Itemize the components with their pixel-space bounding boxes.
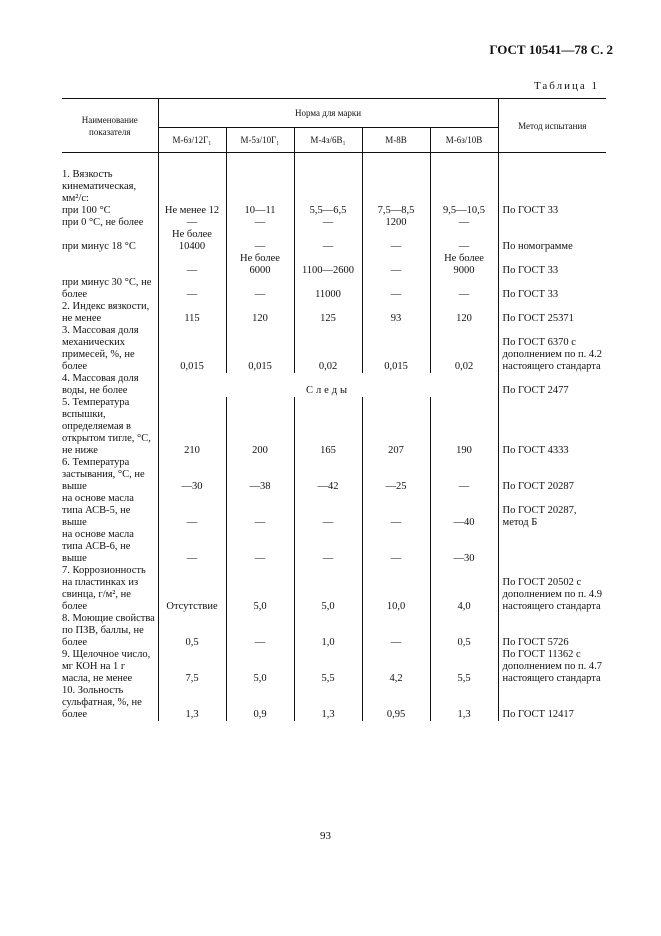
value-cell: 5,5 [430, 649, 498, 685]
method-cell [498, 529, 606, 565]
method-cell: По ГОСТ 12417 [498, 685, 606, 721]
value-cell: 200 [226, 397, 294, 457]
table-body [62, 153, 606, 722]
row-label: при минус 18 °С [62, 241, 136, 252]
value-cell: Отсутствие [158, 565, 226, 613]
value-cell: 120 [430, 301, 498, 325]
page-number: 93 [320, 830, 331, 842]
method-cell: По ГОСТ 2477 [498, 373, 606, 397]
table-row [62, 253, 606, 277]
method-cell: По ГОСТ 11362 с дополнением по п. 4.7 настоящего стандарта [498, 649, 606, 685]
value-cell: — [362, 277, 430, 301]
value-cell [158, 169, 226, 205]
value-cell: 120 [226, 301, 294, 325]
value-cell [294, 169, 362, 205]
value-cell: 10,0 [362, 565, 430, 613]
row-label: на основе масла типа АСВ-5, не выше [62, 493, 134, 528]
value-cell: 1,3 [430, 685, 498, 721]
value-cell: 7,5 [158, 649, 226, 685]
value-cell: — [294, 493, 362, 529]
row-label: 10. Зольность сульфатная, %, не более [62, 685, 142, 720]
value-cell: — [294, 217, 362, 229]
value-cell [430, 169, 498, 205]
method-cell [498, 217, 606, 229]
value-cell: 4,2 [362, 649, 430, 685]
table-caption: Таблица 1 [533, 80, 599, 92]
document-header: ГОСТ 10541—78 С. 2 [489, 42, 613, 57]
value-cell: Не более 10400 [158, 229, 226, 253]
value-cell: 125 [294, 301, 362, 325]
method-cell: По ГОСТ 20287 [498, 457, 606, 493]
table-row [62, 229, 606, 253]
value-cell: 5,0 [226, 649, 294, 685]
table-row [62, 301, 606, 325]
column-header-grade: М-6з/10В [430, 128, 498, 153]
value-cell: 10—11 [226, 205, 294, 217]
value-cell: 207 [362, 397, 430, 457]
row-label: 6. Температура застывания, °С, не выше [62, 457, 145, 492]
value-cell: 1200 [362, 217, 430, 229]
value-cell: — [158, 277, 226, 301]
value-cell: — [362, 529, 430, 565]
specification-table [62, 98, 606, 721]
value-cell [362, 169, 430, 205]
table-row [62, 565, 606, 613]
value-cell: 0,015 [158, 325, 226, 373]
value-cell: — [226, 229, 294, 253]
row-label: 5. Температура вспышки, определяемая в открытом тигле, °С, не ниже [62, 397, 151, 456]
value-cell: 1100—2600 [294, 253, 362, 277]
value-cell: 0,02 [430, 325, 498, 373]
row-label: на основе масла типа АСВ-6, не выше [62, 529, 134, 564]
value-cell: — [430, 229, 498, 253]
value-cell: 0,5 [430, 613, 498, 649]
value-cell: — [158, 217, 226, 229]
row-label: 1. Вязкость кинематическая, мм²/с: [62, 169, 137, 204]
value-cell: —30 [158, 457, 226, 493]
value-cell: 93 [362, 301, 430, 325]
table-row [62, 169, 606, 205]
value-cell: 5,0 [294, 565, 362, 613]
value-cell: — [294, 529, 362, 565]
value-cell: 5,5—6,5 [294, 205, 362, 217]
value-cell: 1,3 [294, 685, 362, 721]
value-cell: 4,0 [430, 565, 498, 613]
value-cell: — [362, 493, 430, 529]
value-cell: 5,5 [294, 649, 362, 685]
row-label: при 0 °С, не более [62, 217, 144, 228]
method-cell: По номограмме [498, 229, 606, 253]
column-header-grade: М-8В [362, 128, 430, 153]
value-cell: —25 [362, 457, 430, 493]
value-cell: 0,9 [226, 685, 294, 721]
value-cell: — [430, 457, 498, 493]
value-cell [226, 169, 294, 205]
value-cell: — [294, 229, 362, 253]
table-row [62, 205, 606, 217]
value-cell: 0,015 [226, 325, 294, 373]
row-label: 7. Коррозионность на пластинках из свинца, г/м², не более [62, 565, 146, 612]
method-cell: По ГОСТ 6370 с дополнением по п. 4.2 настоящего стандарта [498, 325, 606, 373]
merged-value: Следы [158, 373, 498, 397]
value-cell: — [226, 217, 294, 229]
value-cell: —30 [430, 529, 498, 565]
value-cell: — [430, 217, 498, 229]
table-row [62, 649, 606, 685]
value-cell: 9,5—10,5 [430, 205, 498, 217]
row-label: 3. Массовая доля механических примесей, %, не более [62, 325, 139, 372]
value-cell: — [226, 613, 294, 649]
table-row [62, 373, 606, 397]
value-cell: 1,0 [294, 613, 362, 649]
value-cell: 165 [294, 397, 362, 457]
value-cell: 0,015 [362, 325, 430, 373]
value-cell: 0,95 [362, 685, 430, 721]
column-header-grade: М-5з/10Г₁ [226, 128, 294, 153]
value-cell: —40 [430, 493, 498, 529]
table-row [62, 685, 606, 721]
table-row [62, 397, 606, 457]
method-cell: По ГОСТ 33 [498, 277, 606, 301]
method-cell: По ГОСТ 20502 с дополнением по п. 4.9 настоящего стандарта [498, 565, 606, 613]
method-cell: По ГОСТ 5726 [498, 613, 606, 649]
row-label: при минус 30 °С, не более [62, 277, 152, 300]
value-cell: 0,5 [158, 613, 226, 649]
table-row [62, 277, 606, 301]
value-cell: — [226, 277, 294, 301]
method-cell: По ГОСТ 33 [498, 253, 606, 277]
column-header-grade: М-6з/12Г₁ [158, 128, 226, 153]
value-cell: — [226, 493, 294, 529]
method-cell [498, 169, 606, 205]
row-label: 4. Массовая доля воды, не более [62, 373, 139, 396]
column-header-group: Норма для марки [158, 99, 498, 128]
value-cell: Не менее 12 [158, 205, 226, 217]
value-cell: — [430, 277, 498, 301]
row-label: 9. Щелочное число, мг КОН на 1 г масла, не менее [62, 649, 151, 684]
row-label: при 100 °С [62, 205, 111, 216]
method-cell: По ГОСТ 33 [498, 205, 606, 217]
row-label: 8. Моющие свойства по ПЗВ, баллы, не более [62, 613, 155, 648]
value-cell: — [362, 613, 430, 649]
value-cell: — [158, 529, 226, 565]
value-cell: —42 [294, 457, 362, 493]
value-cell: — [362, 253, 430, 277]
value-cell: 11000 [294, 277, 362, 301]
method-cell: По ГОСТ 20287, метод Б [498, 493, 606, 529]
method-cell: По ГОСТ 25371 [498, 301, 606, 325]
row-label [62, 253, 158, 277]
column-header-method: Метод испытания [498, 99, 606, 153]
value-cell: —38 [226, 457, 294, 493]
column-header-name: Наименование показателя [62, 99, 158, 153]
table-row [62, 493, 606, 529]
value-cell: 115 [158, 301, 226, 325]
table-row [62, 529, 606, 565]
value-cell: 190 [430, 397, 498, 457]
method-cell: По ГОСТ 4333 [498, 397, 606, 457]
value-cell: — [226, 529, 294, 565]
value-cell: — [158, 493, 226, 529]
value-cell: — [158, 253, 226, 277]
table-row [62, 325, 606, 373]
value-cell: — [362, 229, 430, 253]
value-cell: Не более 6000 [226, 253, 294, 277]
value-cell: 0,02 [294, 325, 362, 373]
value-cell: Не более 9000 [430, 253, 498, 277]
table-row [62, 613, 606, 649]
table-row [62, 217, 606, 229]
value-cell: 7,5—8,5 [362, 205, 430, 217]
column-header-grade: М-4з/6В₁ [294, 128, 362, 153]
table-row [62, 457, 606, 493]
value-cell: 1,3 [158, 685, 226, 721]
value-cell: 5,0 [226, 565, 294, 613]
value-cell: 210 [158, 397, 226, 457]
row-label: 2. Индекс вязкости, не менее [62, 301, 150, 324]
